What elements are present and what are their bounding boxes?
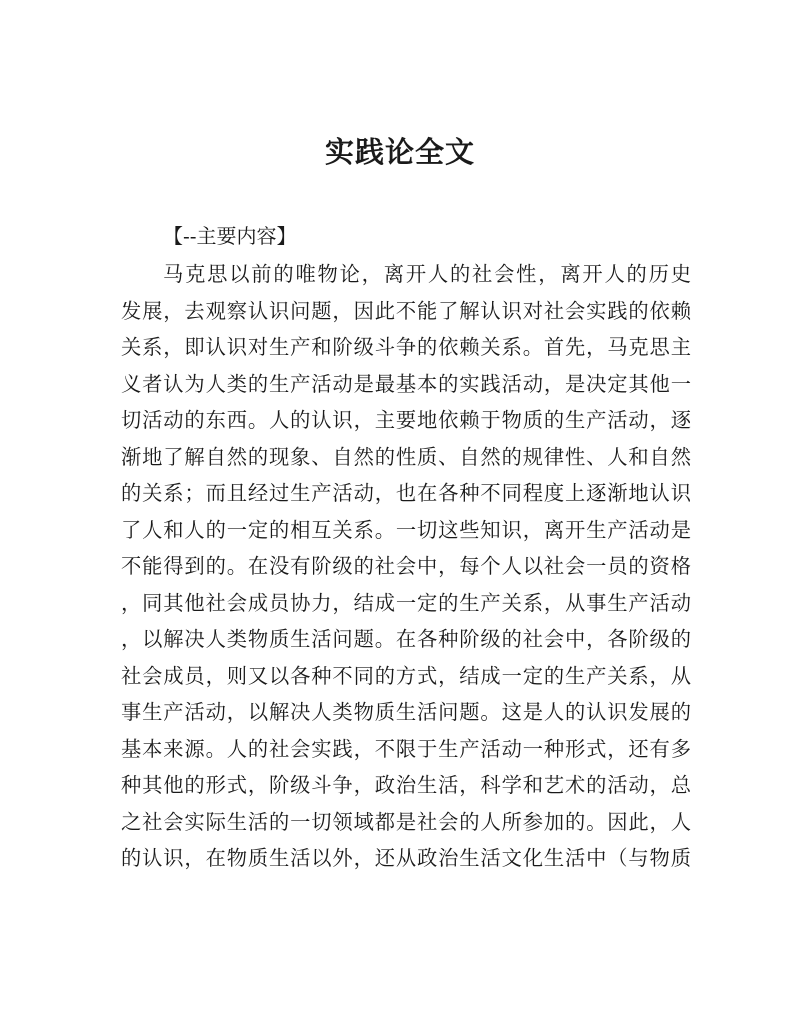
section-heading: 【--主要内容】 bbox=[163, 224, 297, 248]
text-line: 马克思以前的唯物论，离开人的社会性，离开人的历史 bbox=[163, 262, 691, 286]
text-line: 之社会实际生活的一切领域都是社会的人所参加的。因此，人 bbox=[121, 809, 691, 834]
document-title: 实践论全文 bbox=[324, 135, 475, 169]
text-line: 不能得到的。在没有阶级的社会中，每个人以社会一员的资格 bbox=[121, 554, 691, 578]
text-line: 基本来源。人的社会实践，不限于生产活动一种形式，还有多 bbox=[121, 736, 691, 761]
text-line: 的关系；而且经过生产活动，也在各种不同程度上逐渐地认识 bbox=[121, 481, 691, 505]
text-line: ，同其他社会成员协力，结成一定的生产关系，从事生产活动 bbox=[121, 590, 691, 615]
text-line: 的认识，在物质生活以外，还从政治生活文化生活中（与物质 bbox=[121, 846, 691, 870]
text-line: 义者认为人类的生产活动是最基本的实践活动，是决定其他一 bbox=[121, 371, 691, 396]
text-line: 社会成员，则又以各种不同的方式，结成一定的生产关系，从 bbox=[121, 663, 691, 688]
text-line: 种其他的形式，阶级斗争，政治生活，科学和艺术的活动，总 bbox=[121, 773, 691, 797]
text-line: 关系，即认识对生产和阶级斗争的依赖关系。首先，马克思主 bbox=[121, 335, 691, 359]
text-line: 事生产活动，以解决人类物质生活问题。这是人的认识发展的 bbox=[121, 700, 691, 724]
text-line: 切活动的东西。人的认识，主要地依赖于物质的生产活动，逐 bbox=[121, 408, 691, 432]
text-line: ，以解决人类物质生活问题。在各种阶级的社会中，各阶级的 bbox=[121, 627, 691, 651]
text-line: 发展，去观察认识问题，因此不能了解认识对社会实践的依赖 bbox=[121, 298, 691, 323]
text-line: 了人和人的一定的相互关系。一切这些知识，离开生产活动是 bbox=[121, 517, 691, 542]
body-text bbox=[121, 256, 691, 877]
text-line: 渐地了解自然的现象、自然的性质、自然的规律性、人和自然 bbox=[121, 444, 691, 469]
